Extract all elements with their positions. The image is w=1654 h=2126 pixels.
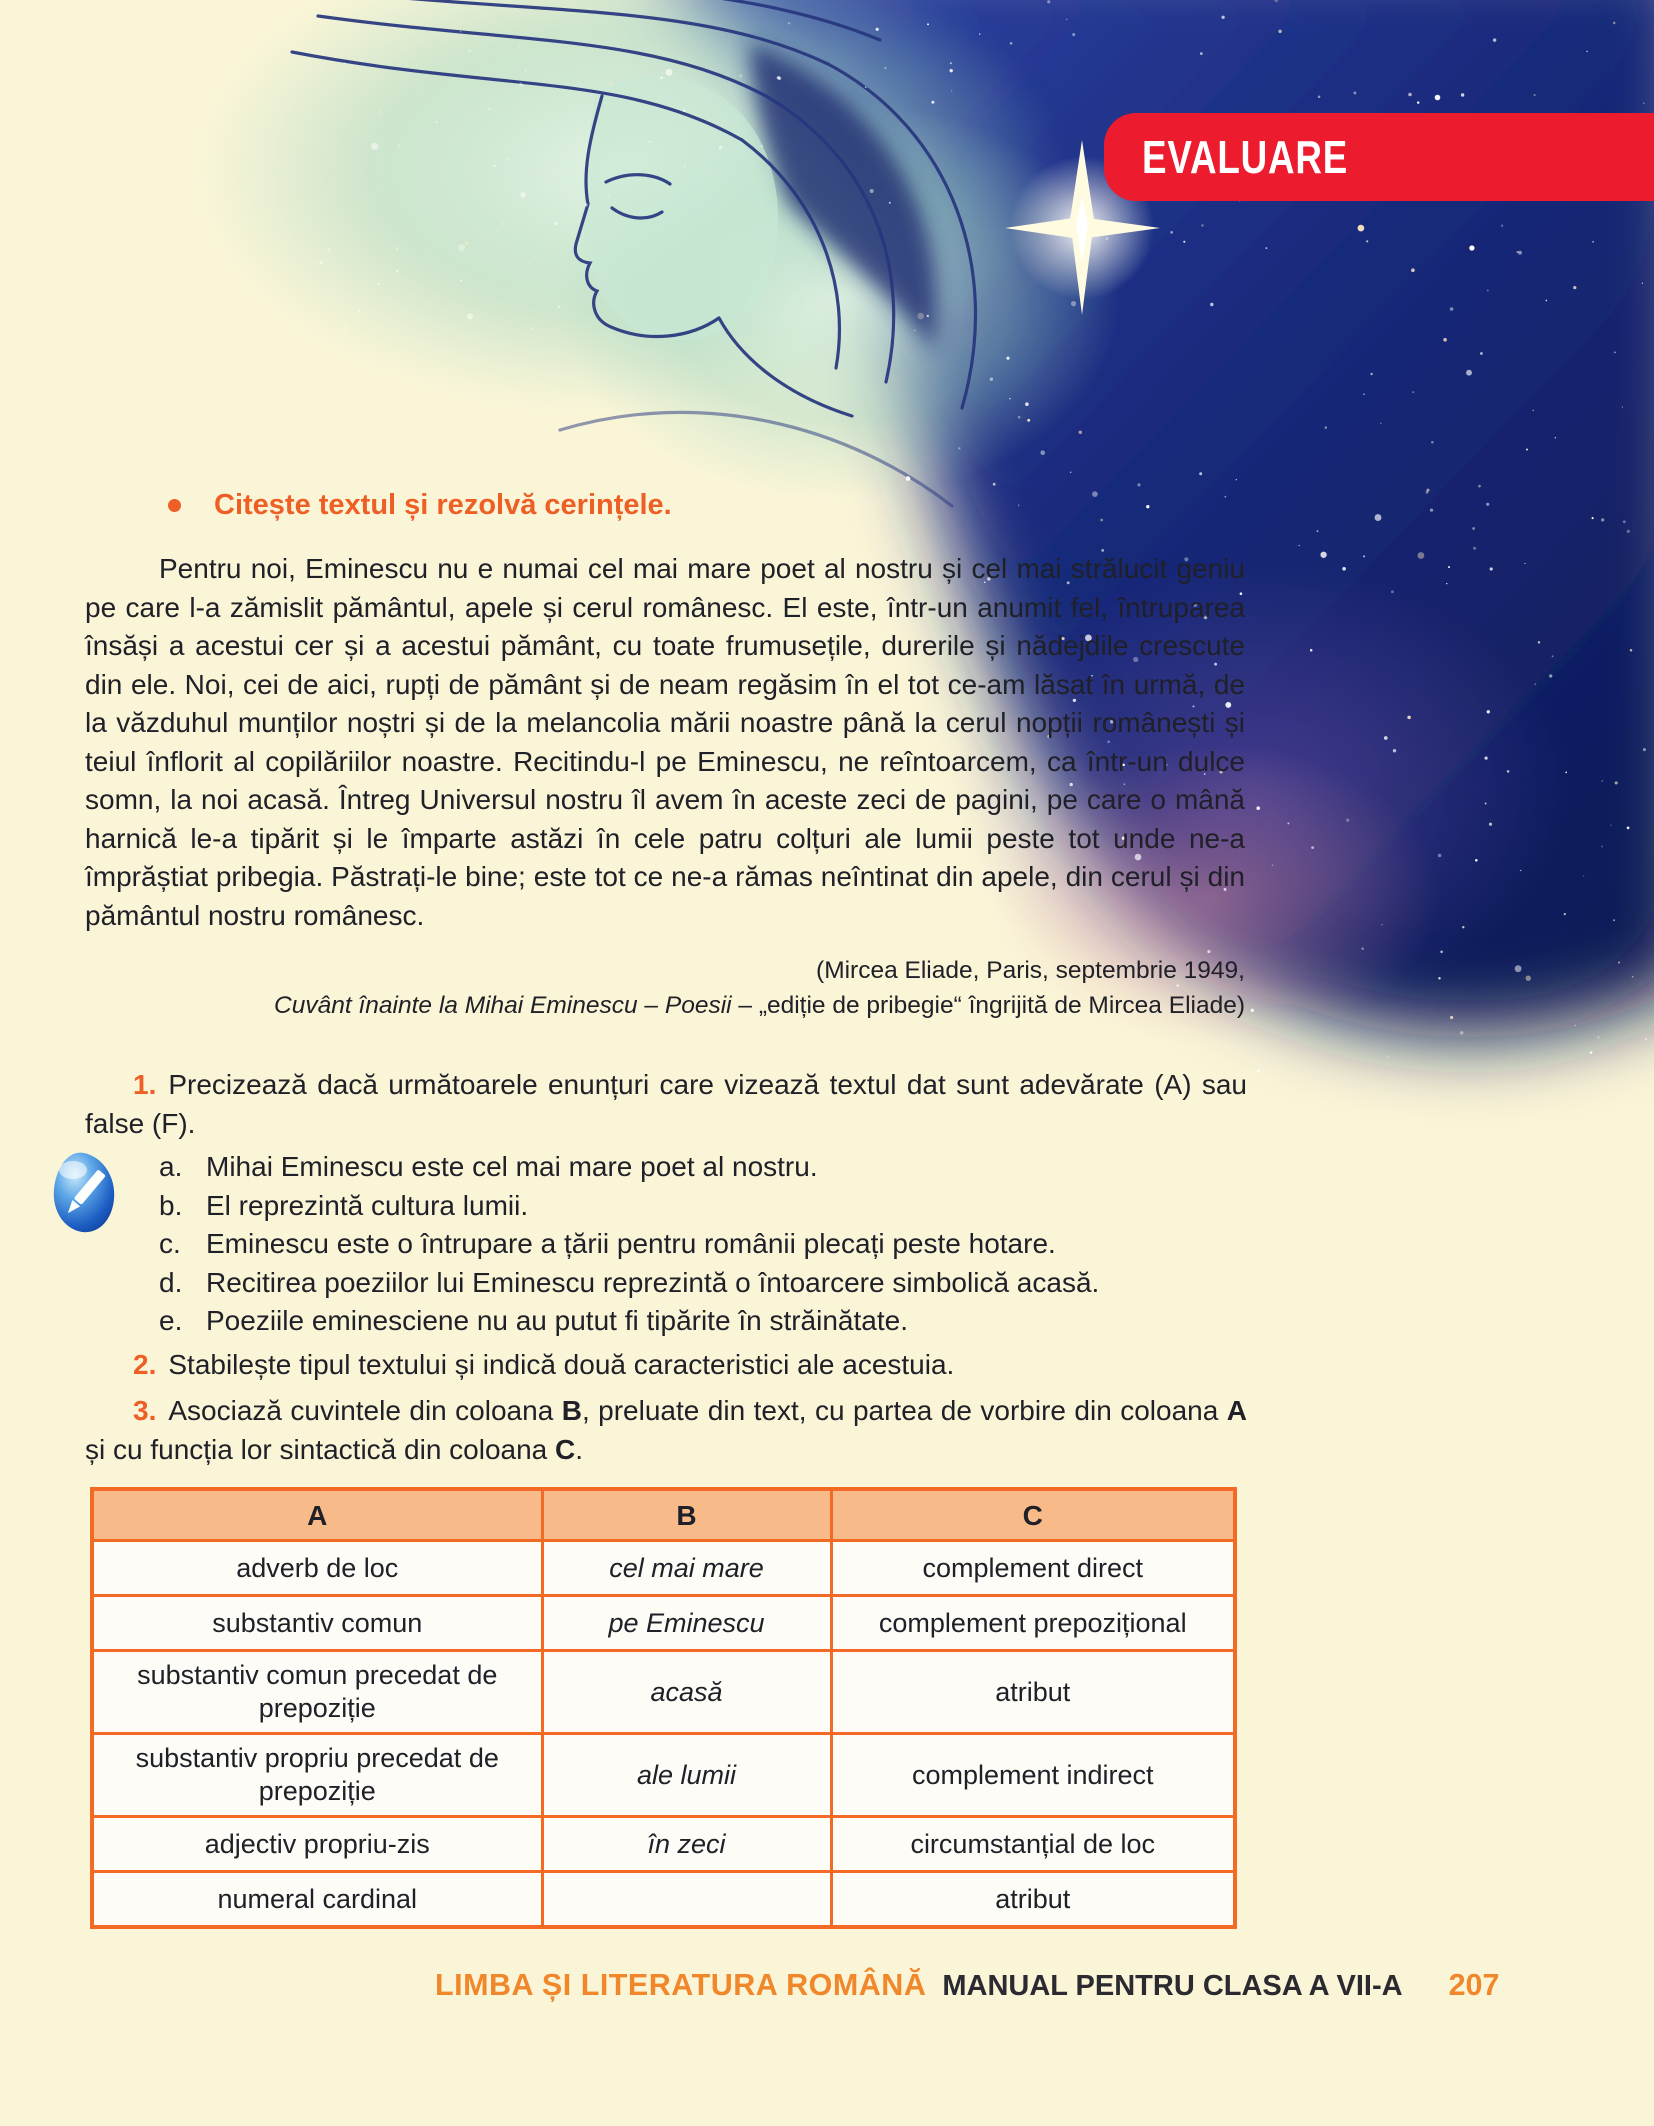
list-item [159, 1148, 1099, 1187]
table-row [92, 1596, 1235, 1651]
attribution-line1: (Mircea Eliade, Paris, septembrie 1949, [816, 957, 1245, 984]
exercise-2 [85, 1346, 1247, 1385]
exercise-1 [85, 1066, 1247, 1143]
page-footer [435, 1968, 1499, 2003]
cell-word: în zeci [542, 1817, 831, 1872]
cell-syntactic-function: complement indirect [831, 1734, 1235, 1817]
exercise-1-number: 1. [133, 1069, 157, 1100]
cell-syntactic-function: atribut [831, 1651, 1235, 1734]
table-header-row [92, 1489, 1235, 1541]
item-text: El reprezintă cultura lumii. [206, 1189, 529, 1221]
cell-part-of-speech: substantiv comun [92, 1596, 542, 1651]
evaluare-banner [1104, 113, 1654, 201]
attribution [85, 953, 1245, 1023]
list-item [159, 1225, 1099, 1264]
item-label: a. [159, 1151, 183, 1182]
item-label: b. [159, 1189, 183, 1221]
exercise-3-text: și cu funcția lor sintactică din coloana [85, 1433, 556, 1465]
cell-word: acasă [542, 1651, 831, 1734]
column-letter-c: C [555, 1433, 576, 1465]
cell-part-of-speech: substantiv propriu precedat de prepoziție [92, 1734, 542, 1817]
item-text: Recitirea poeziilor lui Eminescu reprezintă o întoarcere simbolică acasă. [206, 1266, 1100, 1298]
attribution-work-title: Cuvânt înainte la Mihai Eminescu – Poesii [274, 992, 732, 1019]
table-row [92, 1541, 1235, 1596]
exercise-1-items [159, 1148, 1099, 1341]
cell-part-of-speech: adjectiv propriu-zis [92, 1817, 542, 1872]
table-row [92, 1651, 1235, 1734]
cell-word: pe Eminescu [542, 1596, 831, 1651]
passage-text: Pentru noi, Eminescu nu e numai cel mai mare poet al nostru și cel mai strălucit geniu pe care l-a zămislit pământul, apele și cerul românesc. El este, într-un anumit fel, întruparea însăși a acestui cer și a acestui pământ, cu toate frumusețile, durerile și nădejdile crescute din ele. Noi, cei de aici, rupți de pământ și de neam regăsim în el tot ce-am lăsat în urmă, de la văzduhul munților noștri și de la melancolia mării noastre până la cerul nopții românești și teiul înflorit al copilăriilor noastre. Recitindu-l pe Eminescu, ne reîntoarcem, ca într-un dulce somn, la noi acasă. Întreg Universul nostru îl avem în aceste zeci de pagini, pe care o mână harnică le-a tipărit și le împarte astăzi în cele patru colțuri ale lumii peste tot unde ne-a împrăștiat pribegia. Păstrați-le bine; este tot ce ne-a rămas neîntinat din apele, din cerul și din pământul nostru românesc. [85, 553, 1245, 931]
cell-syntactic-function: complement prepozițional [831, 1596, 1235, 1651]
cell-part-of-speech: numeral cardinal [92, 1872, 542, 1928]
column-letter-b: B [561, 1395, 582, 1426]
footer-manual-title: MANUAL PENTRU CLASA A VII-A [942, 1970, 1403, 2002]
item-text: Poeziile eminesciene nu au putut fi tipărite în străinătate. [206, 1305, 908, 1337]
pencil-icon [50, 1150, 118, 1236]
item-label: d. [159, 1266, 183, 1298]
item-text: Eminescu este o întrupare a țării pentru românii plecați peste hotare. [206, 1228, 1056, 1260]
exercise-3 [85, 1392, 1247, 1469]
exercise-3-text: , preluate din text, cu partea de vorbire din coloana [581, 1395, 1227, 1426]
heading-text: Citește textul și rezolvă cerințele. [214, 489, 672, 521]
list-item [159, 1302, 1099, 1341]
table-row [92, 1817, 1235, 1872]
bullet-dot [168, 499, 181, 512]
cell-word: ale lumii [542, 1734, 831, 1817]
footer-series-title: LIMBA ȘI LITERATURA ROMÂNĂ [435, 1968, 927, 2002]
section-heading [168, 489, 672, 522]
exercise-3-text: . [575, 1433, 584, 1465]
item-text: Mihai Eminescu este cel mai mare poet al nostru. [206, 1151, 818, 1182]
cell-syntactic-function: atribut [831, 1872, 1235, 1928]
exercise-3-text: Asociază cuvintele din coloana [168, 1395, 562, 1426]
exercise-3-number: 3. [133, 1395, 157, 1426]
column-header-a: A [92, 1489, 542, 1541]
attribution-line2-rest: – „ediție de pribegie“ îngrijită de Mircea Eliade) [731, 992, 1245, 1019]
exercise-2-number: 2. [133, 1349, 157, 1380]
banner-label: EVALUARE [1142, 131, 1349, 183]
cell-word: cel mai mare [542, 1541, 831, 1596]
table-row [92, 1734, 1235, 1817]
cell-syntactic-function: circumstanțial de loc [831, 1817, 1235, 1872]
attribution-line2 [85, 988, 1245, 1023]
cell-part-of-speech: adverb de loc [92, 1541, 542, 1596]
cell-word [542, 1872, 831, 1928]
cell-syntactic-function: complement direct [831, 1541, 1235, 1596]
column-header-b: B [542, 1489, 831, 1541]
exercise-1-text: Precizează dacă următoarele enunțuri care vizează textul dat sunt adevărate (A) sau false (F). [85, 1069, 1247, 1139]
list-item [159, 1187, 1099, 1226]
list-item [159, 1264, 1099, 1303]
column-letter-a: A [1226, 1395, 1247, 1426]
exercise-2-text: Stabilește tipul textului și indică două caracteristici ale acestuia. [168, 1349, 955, 1380]
cell-part-of-speech: substantiv comun precedat de prepoziție [92, 1651, 542, 1734]
table-row [92, 1872, 1235, 1928]
item-label: c. [159, 1228, 181, 1260]
item-label: e. [159, 1305, 183, 1337]
page-number: 207 [1448, 1968, 1500, 2002]
matching-table [90, 1487, 1237, 1929]
column-header-c: C [831, 1489, 1235, 1541]
